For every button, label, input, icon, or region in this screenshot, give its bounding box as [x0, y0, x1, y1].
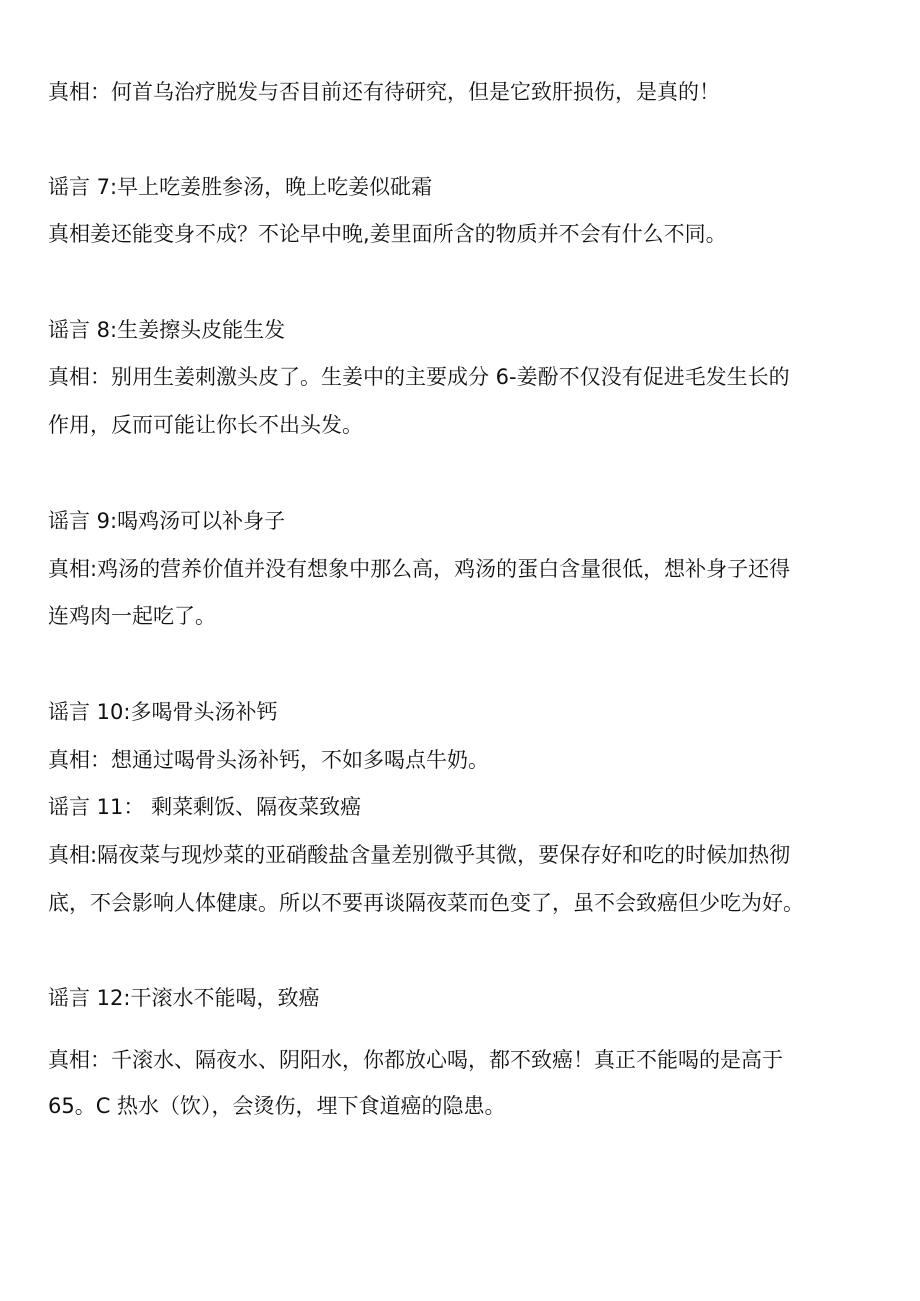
text-line: 真相姜还能变身不成？不论早中晚,姜里面所含的物质并不会有什么不同。 [48, 222, 727, 246]
text-line: 真相:鸡汤的营养价值并没有想象中那么高，鸡汤的蛋白含量很低，想补身子还得 [48, 557, 791, 581]
text-line: 谣言 7:早上吃姜胜参汤，晚上吃姜似砒霜 [48, 175, 433, 199]
text-line: 谣言 9:喝鸡汤可以补身子 [48, 509, 286, 533]
text-line: 谣言 11： 剩菜剩饭、隔夜菜致癌 [48, 795, 362, 819]
text-line: 谣言 8:生姜擦头皮能生发 [48, 318, 286, 342]
text-line: 真相：何首乌治疗脱发与否目前还有待研究，但是它致肝损伤，是真的！ [48, 80, 720, 104]
text-line: 谣言 10:多喝骨头汤补钙 [48, 700, 278, 724]
text-line: 连鸡肉一起吃了。 [48, 604, 216, 628]
text-line: 作用，反而可能让你长不出头发。 [48, 413, 363, 437]
text-line: 真相：千滚水、隔夜水、阴阳水，你都放心喝，都不致癌！真正不能喝的是高于 [48, 1048, 783, 1072]
text-line: 真相:隔夜菜与现炒菜的亚硝酸盐含量差别微乎其微，要保存好和吃的时候加热彻 [48, 843, 791, 867]
text-line: 65。C 热水（饮），会烫伤，埋下食道癌的隐患。 [48, 1094, 506, 1118]
text-line: 真相：想通过喝骨头汤补钙，不如多喝点牛奶。 [48, 748, 489, 772]
text-line: 谣言 12:干滚水不能喝，致癌 [48, 986, 320, 1010]
text-line: 底，不会影响人体健康。所以不要再谈隔夜菜而色变了，虽不会致癌但少吃为好。 [48, 891, 804, 915]
text-line: 真相：别用生姜刺激头皮了。生姜中的主要成分 6-姜酚不仅没有促进毛发生长的 [48, 365, 790, 389]
